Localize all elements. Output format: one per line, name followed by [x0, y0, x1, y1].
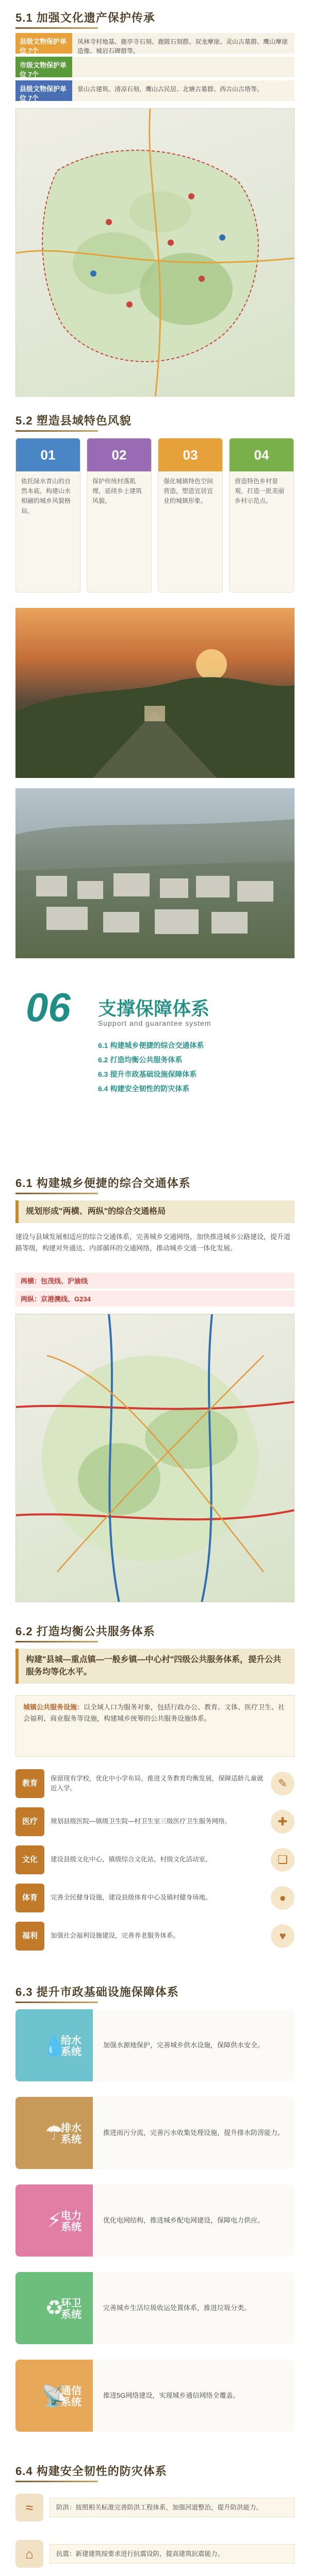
heritage-tag: 县级文物保护单位 7个: [15, 80, 72, 101]
quake-icon: ⌂: [15, 2540, 43, 2568]
water-tap-icon: 💧: [41, 2034, 67, 2057]
feature-card-4: [229, 438, 294, 592]
title-underline: [15, 2002, 98, 2003]
heritage-map-graphic: [16, 109, 295, 397]
service-tag: 教育: [15, 1769, 44, 1798]
feature-card-2: [87, 438, 152, 592]
transport-map-graphic: [16, 1314, 295, 1602]
feature-card-text: 营造特色乡村景观，打造一批美丽乡村示范点。: [235, 478, 285, 505]
heritage-text: 景山古建筑、清凉石刻、鹰山古民居、北塘古墓群、西古山古塔等。: [72, 80, 295, 101]
chapter-subtitle: Support and guarantee system: [98, 1019, 211, 1027]
chapter-item: 6.2 打造均衡公共服务体系: [98, 1056, 183, 1064]
infra-label: 电力系统: [61, 2210, 81, 2233]
title-underline: [15, 1641, 98, 1642]
chapter-title: 支撑保障体系: [98, 998, 210, 1019]
section-6-4-title: [15, 2463, 167, 2482]
section-6-2-banner: 构建"县城—重点镇—一般乡镇—中心村"四级公共服务体系，提升公共服务均等化水平。: [15, 1649, 295, 1684]
heart-icon: ♥: [271, 1924, 295, 1948]
infra-sanitation: [15, 2272, 295, 2344]
section-5-2-title: [15, 412, 132, 432]
medical-cross-icon: ✚: [271, 1810, 295, 1834]
section-5-2-title-text: 5.2 塑造县域特色风貌: [15, 414, 132, 427]
infra-text: 加强水源地保护，完善城乡供水设施，保障供水安全。: [93, 2009, 295, 2081]
chapter-item: 6.4 构建安全韧性的防灾体系: [98, 1084, 190, 1093]
section-6-3-title: [15, 1984, 179, 2003]
section-6-4-title-text: 6.4 构建安全韧性的防灾体系: [15, 2465, 167, 2478]
service-text: 建设县级文化中心，镇级综合文化站，村级文化活动室。: [51, 1856, 212, 1863]
safety-text: 防洪：按照相关标准完善防洪工程体系，加强河道整治，提升防洪能力。: [50, 2498, 295, 2517]
feature-card-number: 04: [230, 438, 293, 471]
infra-badge: [15, 2272, 93, 2344]
heritage-text: [72, 57, 295, 77]
section-6-1-title-text: 6.1 构建城乡便捷的综合交通体系: [15, 1177, 191, 1190]
section-5-1-title: [15, 9, 155, 29]
feature-card-number: 02: [87, 438, 151, 471]
chapter-number: 06: [26, 985, 71, 1030]
service-text: 规划县级医院—镇级卫生院—村卫生室三级医疗卫生服务网络。: [51, 1818, 232, 1825]
heritage-row-1: [15, 33, 295, 54]
lightning-icon: ⚡: [46, 2209, 62, 2232]
infra-label: 排水系统: [61, 2123, 81, 2145]
feature-card-number: 01: [16, 438, 80, 471]
flood-icon: ≈: [15, 2494, 43, 2521]
heritage-tag: 市级文物保护单位 7个: [15, 57, 72, 77]
public-service-lead: 城镇公共服务设施：: [23, 1703, 84, 1711]
section-5-1-title-text: 5.1 加强文化遗产保护传承: [15, 11, 155, 24]
service-row-sports: [15, 1882, 295, 1914]
service-row-culture: [15, 1843, 295, 1876]
feature-card-text: 强化城镇特色空间营造，塑造宜居宜业的城镇形象。: [164, 478, 214, 505]
recycle-icon: ♻: [45, 2297, 63, 2319]
safety-row-flood: [15, 2494, 295, 2521]
infra-badge: [15, 2009, 93, 2081]
section-6-2-title-text: 6.2 打造均衡公共服务体系: [15, 1625, 155, 1638]
section-6-3-title-text: 6.3 提升市政基础设施保障体系: [15, 1986, 179, 1998]
title-underline: [15, 1193, 98, 1194]
ball-icon: ●: [271, 1886, 295, 1910]
road-horizontal: 两横：包茂线、沪渝线: [15, 1273, 295, 1289]
service-text: 完善全民健身设施，建设县级体育中心及镇村健身场地。: [51, 1894, 212, 1902]
section-6-1-paragraph: 建设与县域发展相适应的综合交通体系，完善城乡交通网络，加快推进城乡公路建设，提升道路等级，构建对外通达、内部循环的交通网络，推动城乡交通一体化发展。: [15, 1233, 291, 1252]
sunset-landscape-photo: [15, 608, 295, 778]
infra-label: 通信系统: [61, 2385, 81, 2408]
feature-card-number: 03: [158, 438, 222, 471]
service-row-education: [15, 1767, 295, 1800]
safety-row-quake: [15, 2540, 295, 2568]
infra-badge: [15, 2184, 93, 2257]
feature-card-3: [158, 438, 223, 592]
town-aerial-graphic: [15, 788, 295, 958]
infra-water-supply: [15, 2009, 295, 2081]
book-icon: ❑: [271, 1848, 295, 1872]
heritage-tag: 县级文物保护单位 7个: [15, 33, 72, 54]
service-row-welfare: [15, 1920, 295, 1953]
infra-telecom: [15, 2360, 295, 2432]
public-service-box: [15, 1695, 295, 1757]
town-aerial-photo: [15, 788, 295, 958]
heritage-row-2: [15, 57, 295, 77]
section-6-2-title: [15, 1623, 155, 1642]
chapter-contents: [98, 1038, 204, 1096]
drain-icon: ☂: [45, 2122, 63, 2144]
transport-map: [15, 1314, 295, 1602]
chapter-item: 6.1 构建城乡便捷的综合交通体系: [98, 1041, 204, 1049]
infra-label: 给水系统: [61, 2035, 81, 2058]
public-service-text: 以全域人口为服务对象，包括行政办公、教育、文体、医疗卫生、社会福利、商业服务等设施，构建城乡统筹的公共服务设施体系。: [23, 1703, 285, 1723]
infra-badge: [15, 2097, 93, 2169]
feature-card-text: 依托绿水青山的自然本底，构建山水相融的城乡风貌格局。: [21, 478, 71, 515]
infra-text: 推进雨污分流，完善污水收集处理设施，提升排水防涝能力。: [93, 2097, 295, 2169]
feature-card-1: [15, 438, 80, 592]
service-tag: 文化: [15, 1845, 44, 1874]
safety-text: 抗震：新建建筑按要求进行抗震设防，提高建筑抗震能力。: [50, 2544, 295, 2564]
service-tag: 体育: [15, 1884, 44, 1912]
infra-badge: [15, 2360, 93, 2432]
sunset-landscape-graphic: [15, 608, 295, 778]
infra-drainage: [15, 2097, 295, 2169]
road-vertical: 两纵：京港澳线、G234: [15, 1291, 295, 1307]
infra-text: 优化电网结构，推进城乡配电网建设，保障电力供应。: [93, 2184, 295, 2257]
feature-card-text: 保护传统村落肌理，延续乡土建筑风貌。: [92, 478, 142, 505]
title-underline: [15, 2481, 98, 2482]
title-underline: [15, 27, 98, 29]
service-tag: 福利: [15, 1922, 44, 1951]
section-6-1-title: [15, 1175, 191, 1194]
chapter-06-header: [15, 979, 295, 1133]
infra-text: 推进5G网络建设，实现城乡通信网络全覆盖。: [93, 2360, 295, 2432]
service-tag: 医疗: [15, 1807, 44, 1836]
infra-power: [15, 2184, 295, 2257]
school-icon: ✎: [271, 1772, 295, 1795]
section-6-1-banner: 规划形成"两横、两纵"的综合交通格局: [15, 1200, 295, 1223]
heritage-text: 凤林寺村地基、鹿亭寺石刻、鹿陂石刻群、双龙摩崖、灵山古墓群、鹰山摩崖造像、城岩石碑群等。: [72, 33, 295, 54]
chapter-item: 6.3 提升市政基础设施保障体系: [98, 1070, 197, 1078]
infra-text: 完善城乡生活垃圾收运处置体系，推进垃圾分类。: [93, 2272, 295, 2344]
heritage-row-3: [15, 80, 295, 101]
antenna-icon: 📡: [41, 2384, 67, 2408]
service-row-medical: [15, 1805, 295, 1838]
service-text: 加强社会福利设施建设，完善养老服务体系。: [51, 1932, 180, 1940]
infra-label: 环卫系统: [61, 2298, 81, 2320]
title-underline: [15, 430, 98, 432]
heritage-map: [15, 108, 295, 397]
service-text: 保留现有学校，优化中小学布局，推进义务教育均衡发展，保障适龄儿童就近入学。: [51, 1774, 264, 1792]
